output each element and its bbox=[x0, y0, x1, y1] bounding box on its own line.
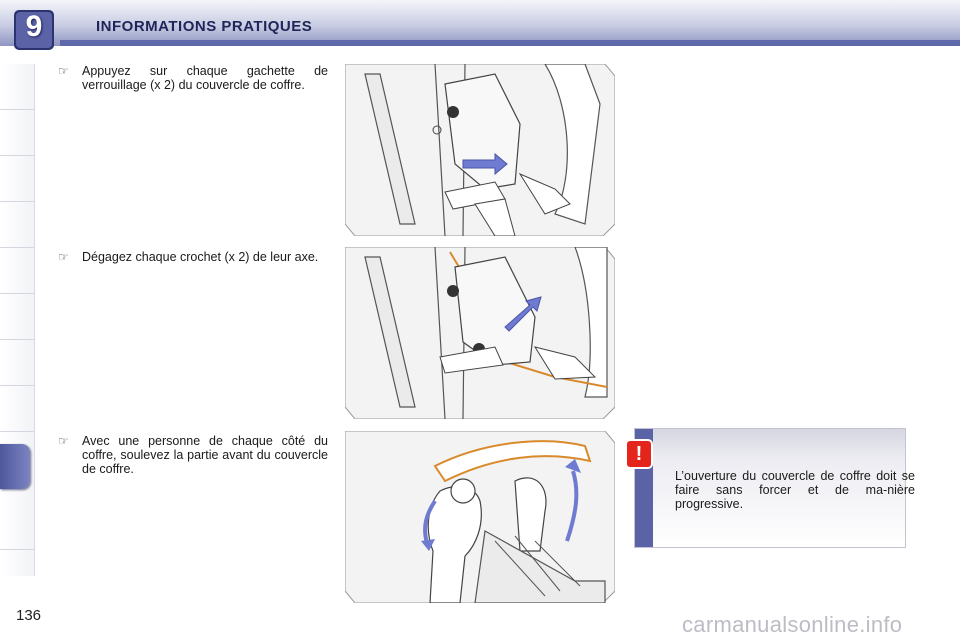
instruction-step-3 bbox=[58, 434, 328, 476]
warning-box bbox=[634, 428, 915, 548]
illustration-latch-trigger bbox=[345, 64, 615, 236]
pointing-hand-icon: ☞ bbox=[58, 434, 69, 448]
instruction-text: Dégagez chaque crochet (x 2) de leur axe. bbox=[82, 250, 319, 264]
chapter-number: 9 bbox=[25, 10, 43, 43]
chapter-tab[interactable] bbox=[0, 202, 34, 248]
watermark: carmanualsonline.info bbox=[682, 612, 903, 637]
page-title: INFORMATIONS PRATIQUES bbox=[96, 18, 313, 35]
pointing-hand-icon: ☞ bbox=[58, 250, 69, 264]
illustration-hook-release bbox=[345, 247, 615, 419]
chapter-tab[interactable] bbox=[0, 294, 34, 340]
chapter-tab-active[interactable] bbox=[0, 444, 30, 489]
chapter-tab-strip bbox=[0, 64, 35, 576]
illustration-lifting-lid bbox=[345, 431, 615, 603]
warning-text: L’ouverture du couvercle de coffre doit se faire sans forcer et de ma-nière progressive. bbox=[675, 469, 915, 511]
chapter-tab[interactable] bbox=[0, 64, 34, 110]
chapter-tab[interactable] bbox=[0, 504, 34, 550]
chapter-tab[interactable] bbox=[0, 340, 34, 386]
chapter-tab[interactable] bbox=[0, 156, 34, 202]
page-header bbox=[0, 0, 960, 46]
pointing-hand-icon: ☞ bbox=[58, 64, 69, 78]
chapter-tab[interactable] bbox=[0, 386, 34, 432]
instruction-step-2 bbox=[58, 250, 328, 264]
exclamation-icon: ! bbox=[627, 441, 651, 467]
page-number: 136 bbox=[16, 607, 42, 624]
instruction-text: Appuyez sur chaque gachette de verrouillage (x 2) du couvercle de coffre. bbox=[82, 64, 328, 92]
instruction-text: Avec une personne de chaque côté du coffre, soulevez la partie avant du couvercle de coffre. bbox=[82, 434, 328, 476]
header-rule bbox=[60, 40, 960, 46]
chapter-tab[interactable] bbox=[0, 110, 34, 156]
warning-content bbox=[653, 429, 915, 547]
instruction-step-1 bbox=[58, 64, 328, 92]
chapter-tab[interactable] bbox=[0, 248, 34, 294]
